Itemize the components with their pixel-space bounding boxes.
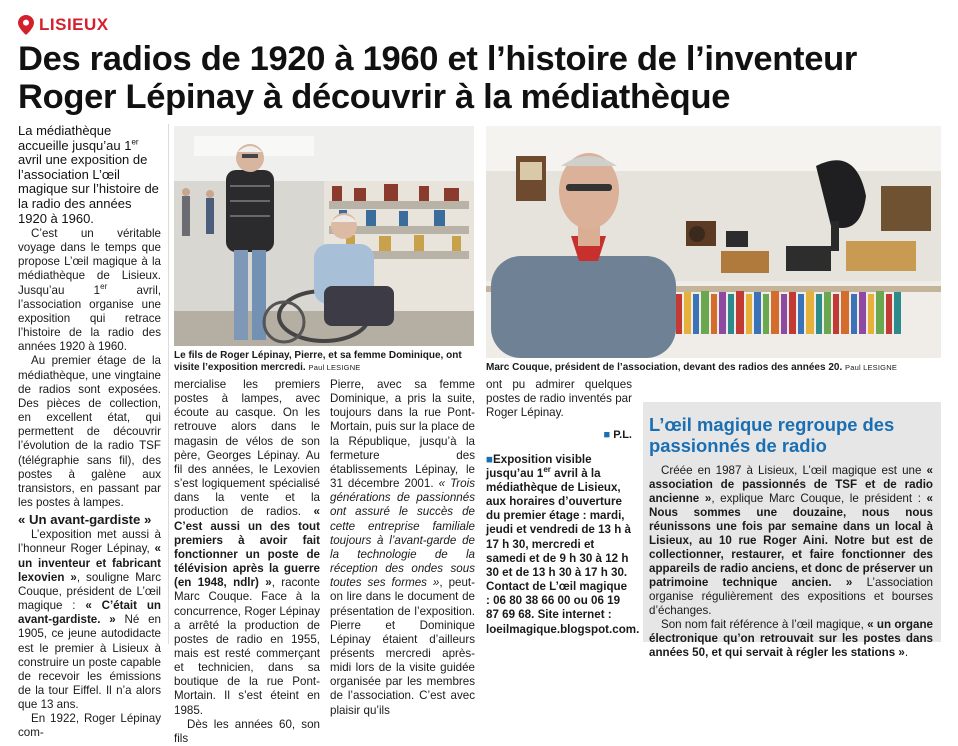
photo-marc-couque [486,126,941,358]
signature-text: P.L. [613,429,632,442]
location-kicker [18,14,109,36]
text-run: L’exposition met aussi à l’honneur Roger Lépinay, [18,528,161,556]
bullet-icon: ■ [486,452,494,466]
sup: er [100,281,108,291]
paragraph: Au premier étage de la médiathèque, une vingtaine de radios sont exposées. Des pièces de collection, en excellent état, qui permettent de découvrir l’évolution de la radio TSF (télégraphie sans fil), des postes à galène aux transistors, en passant par les postes à lampes. [18,354,161,509]
quote: « C’était un avant-gardiste. » [18,599,161,627]
text-run: Né en 1905, ce jeune autodidacte est le premier à Lisieux à construire un poste capable de recevoir les émissions de la tour Eiffel. Il n’a alors que 13 ans. [18,613,161,712]
practical-info [486,452,640,637]
chapo-part: avril une exposition de l’association L’œil magique sur l’histoire de la radio des années 1920 à 1960. [18,152,159,226]
paragraph [649,464,933,618]
text-run: Son nom fait référence à l’œil magique, [661,618,868,631]
text-run: , peut-on lire dans le document de présentation de l’exposition. Pierre et Dominique Lépinay étaient d’ailleurs présents mercredi après-midi lors de la visite guidée organisée par les membres de l’association. C’est avec plaisir qu’ils [330,576,475,717]
photo-lepinay-couple [174,126,474,346]
box-body [649,464,933,660]
photo-illustration [486,126,941,358]
text-run: . [904,646,909,659]
signature [486,428,632,442]
box-title: L’œil magique regroupe des passionnés de radio [649,414,895,456]
paragraph [174,378,320,718]
photo-credit: Paul LESIGNE [308,362,361,372]
text-run: , explique Marc Couque, le président : [711,492,927,505]
paragraph [330,378,475,718]
headline-line-1: Des radios de 1920 à 1960 et l’histoire de l’inventeur [18,40,858,78]
quote: « C’est aussi un des tout premiers à avoir fait fonctionner un poste de télévision après la guerre (en 1948, ndlr) » [174,505,320,590]
text-run: avril, l’association organise une exposition qui retrace l’histoire de la radio des années 1920 à 1960. [18,283,161,354]
text-run: Exposition visible jusqu’au 1 [486,452,592,480]
paragraph [649,618,933,660]
quote: « un organe électronique qu’on retrouvait sur les postes dans années 50, et qui servait à régler les stations » [649,618,933,659]
subheading: « Un avant-gardiste » [18,512,152,528]
text-run: C’est un véritable voyage dans le temps que propose L’œil magique à la médiathèque de Lisieux. Jusqu’au 1 [18,227,161,297]
headline-line-2: Roger Lépinay à découvrir à la médiathèque [18,78,731,116]
text-run: Pierre, avec sa femme Dominique, a pris la suite, toujours dans la rue Pont-Mortain, puis sur la place de la République, jusqu’à la fermeture des établissements Lépinay, le 31 décembre 2001. [330,378,475,491]
bullet-icon: ■ [603,429,611,442]
caption-text: Le fils de Roger Lépinay, Pierre, et sa femme Dominique, ont visite l’exposition mercredi. [174,350,462,373]
paragraph: Dès les années 60, son fils [174,717,320,745]
text-run: Créée en 1987 à Lisieux, L’œil magique est une [661,464,927,477]
map-pin-icon [18,15,34,35]
column-rule [168,124,169,644]
quote: « association de passionnés de TSF et de radio ancienne » [649,464,933,505]
quote: « Nous sommes une douzaine, nous nous réunissons une fois par semaine dans un local à Lisieux, au 10 rue Roger Aini. Notre but est de collectionner, restaurer, et faire fonctionner des appareils de radio anciens, et donc de préserver un patrimoine technique ancien. » [649,492,933,589]
paragraph [18,227,161,354]
photo-illustration [174,126,474,346]
article-column-3 [330,378,475,718]
text-run: , souligne Marc Couque, président de L’œil magique : [18,570,161,613]
quote: « un inventeur et fabricant lexovien » [18,542,161,584]
article-column-4 [486,378,640,637]
quote: « Trois générations de passionnés ont assuré le succès de cette entreprise familiale toujours à l’avant-garde de la technologie de la réception des ondes sous toutes ses formes » [330,477,475,590]
text-run: , raconte Marc Couque. Face à la concurrence, Roger Lépinay a arrêté la production de postes de radio en 1955, mais est resté commerçant et technicien, dans sa boutique de la rue Pont-Mortain. Il s’est éteint en 1985. [174,576,320,717]
text-run: mercialise les premiers postes à lampes, avec écoute au casque. On les retrouve alors dans le magasin de vélos de son père, Georges Lépinay. Au fil des années, le Lexovien s’est logiquement spécialisé dans la vente et la production de radios. [174,378,320,519]
caption-right [486,362,941,374]
paragraph: En 1922, Roger Lépinay com- [18,712,161,740]
headline [18,40,943,116]
article-column-1 [18,227,161,741]
chapo-sup: er [131,137,139,147]
text-run: L’association organise régulièrement des expositions et bourses d’échanges. [649,576,933,617]
photo-credit: Paul LESIGNE [845,363,898,372]
paragraph: ont pu admirer quelques postes de radio inventés par Roger Lépinay. [486,378,632,420]
kicker-label: LISIEUX [39,15,109,34]
article-column-2 [174,378,320,746]
text-run: avril à la médiathèque de Lisieux, aux horaires d’ouverture du premier étage : mardi, jeudi et vendredi de 13 h à 17 h 30, mercredi et samedi et de 9 h 30 à 12 h 30 et de 13 h 30 à 17 h 30. Contact de L’œil magique : 06 80 38 66 00 ou 06 19 87 69 68. Site internet : loeilmagique.blogspot.com. [486,466,640,636]
chapo [18,124,160,226]
paragraph [18,528,161,712]
caption-left [174,350,474,373]
chapo-part: La médiathèque accueille jusqu’au 1 [18,123,132,153]
sup: er [543,464,551,474]
caption-text: Marc Couque, président de l’association, devant des radios des années 20. [486,362,843,373]
